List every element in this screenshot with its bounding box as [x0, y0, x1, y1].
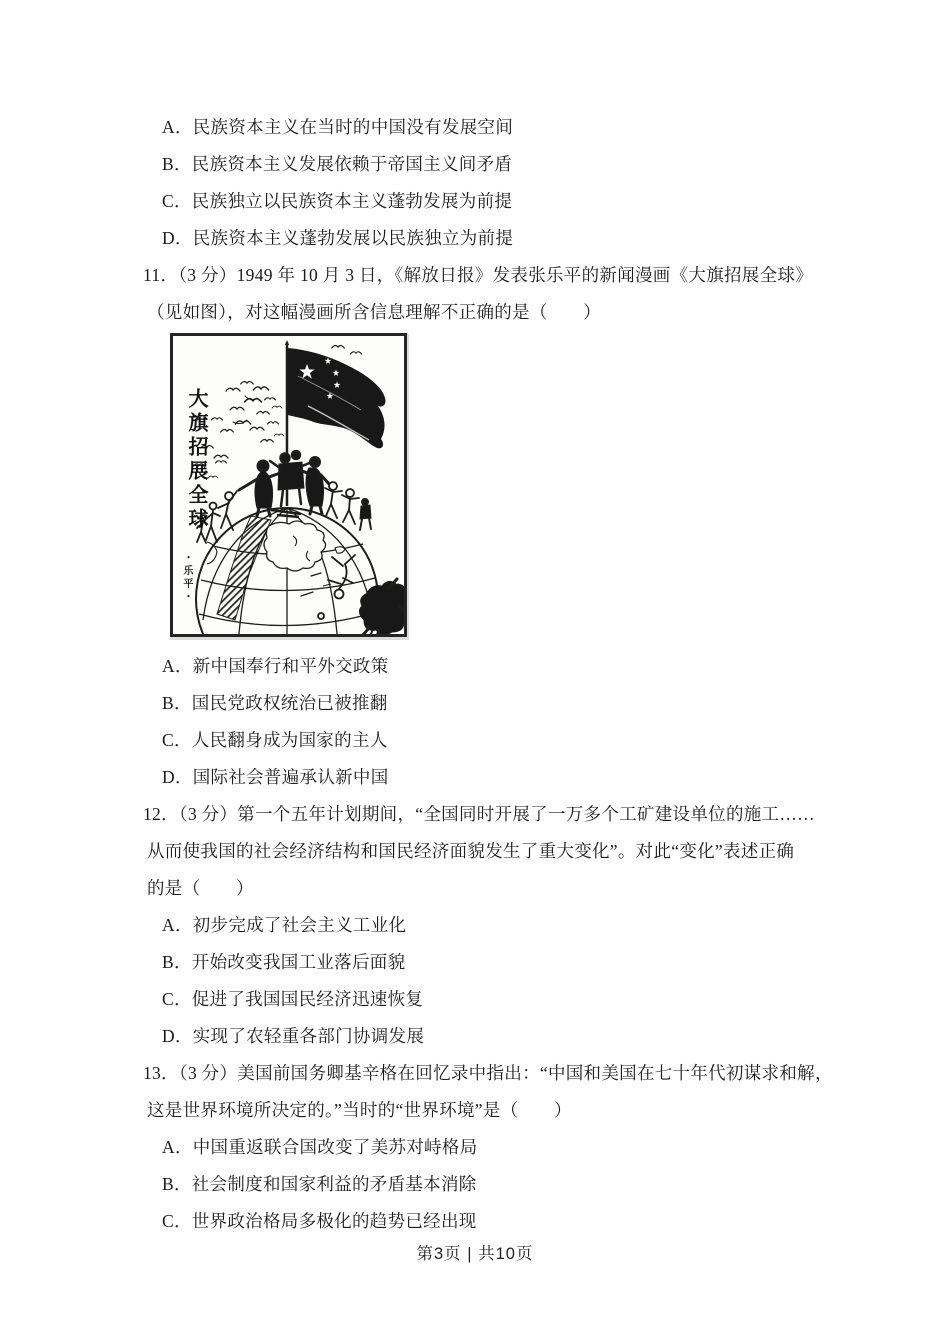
globe — [196, 508, 378, 634]
question-12-option-d: D．实现了农轻重各部门协调发展 — [162, 1026, 425, 1046]
prev-question-option-b: B．民族资本主义发展依赖于帝国主义间矛盾 — [162, 154, 513, 174]
question-11-line-2: （见如图），对这幅漫画所含信息理解不正确的是（ ） — [147, 302, 602, 322]
question-11-option-c: C．人民翻身成为国家的主人 — [162, 730, 388, 750]
question-13-option-c: C．世界政治格局多极化的趋势已经出现 — [162, 1211, 477, 1231]
prev-question-option-d: D．民族资本主义蓬勃发展以民族独立为前提 — [162, 228, 514, 248]
national-flag — [288, 348, 386, 448]
question-12-line-3: 的是（ ） — [147, 878, 254, 898]
question-11-option-b: B．国民党政权统治已被推翻 — [162, 693, 388, 713]
question-13-option-a: A．中国重返联合国改变了美苏对峙格局 — [162, 1137, 478, 1157]
text-block-upper — [0, 109, 950, 331]
question-13-option-b: B．社会制度和国家利益的矛盾基本消除 — [162, 1174, 477, 1194]
prev-question-option-a: A．民族资本主义在当时的中国没有发展空间 — [162, 117, 514, 137]
question-12-option-a: A．初步完成了社会主义工业化 — [162, 915, 407, 935]
question-12-option-b: B．开始改变我国工业落后面貌 — [162, 952, 406, 972]
question-11-line-1: 11．（3 分）1949 年 10 月 3 日，《解放日报》发表张乐平的新闻漫画《大旗招展全球》 — [143, 265, 813, 285]
question-12-line-2: 从而使我国的社会经济结构和国民经济面貌发生了重大变化”。对此“变化”表述正确 — [147, 841, 795, 861]
question-13-line-1: 13．（3 分）美国前国务卿基辛格在回忆录中指出：“中国和美国在七十年代初谋求和解， — [143, 1063, 833, 1083]
question-13-line-2: 这是世界环境所决定的。”当时的“世界环境”是（ ） — [147, 1100, 572, 1120]
cartoon-artist-signature: ・乐平・ — [181, 552, 192, 604]
prev-question-option-c: C．民族独立以民族资本主义蓬勃发展为前提 — [162, 191, 513, 211]
question-11-option-a: A．新中国奉行和平外交政策 — [162, 656, 389, 676]
q11-cartoon-figure — [170, 333, 407, 637]
question-12-option-c: C．促进了我国国民经济迅速恢复 — [162, 989, 424, 1009]
cartoon-vertical-title: 大旗招展全球 — [185, 388, 207, 532]
question-11-option-d: D．国际社会普遍承认新中国 — [162, 767, 389, 787]
page-footer: 第3页 | 共10页 — [416, 1245, 534, 1263]
text-block-lower — [0, 648, 950, 1240]
question-12-line-1: 12．（3 分）第一个五年计划期间，“全国同时开展了一万多个工矿建设单位的施工…… — [143, 804, 815, 824]
